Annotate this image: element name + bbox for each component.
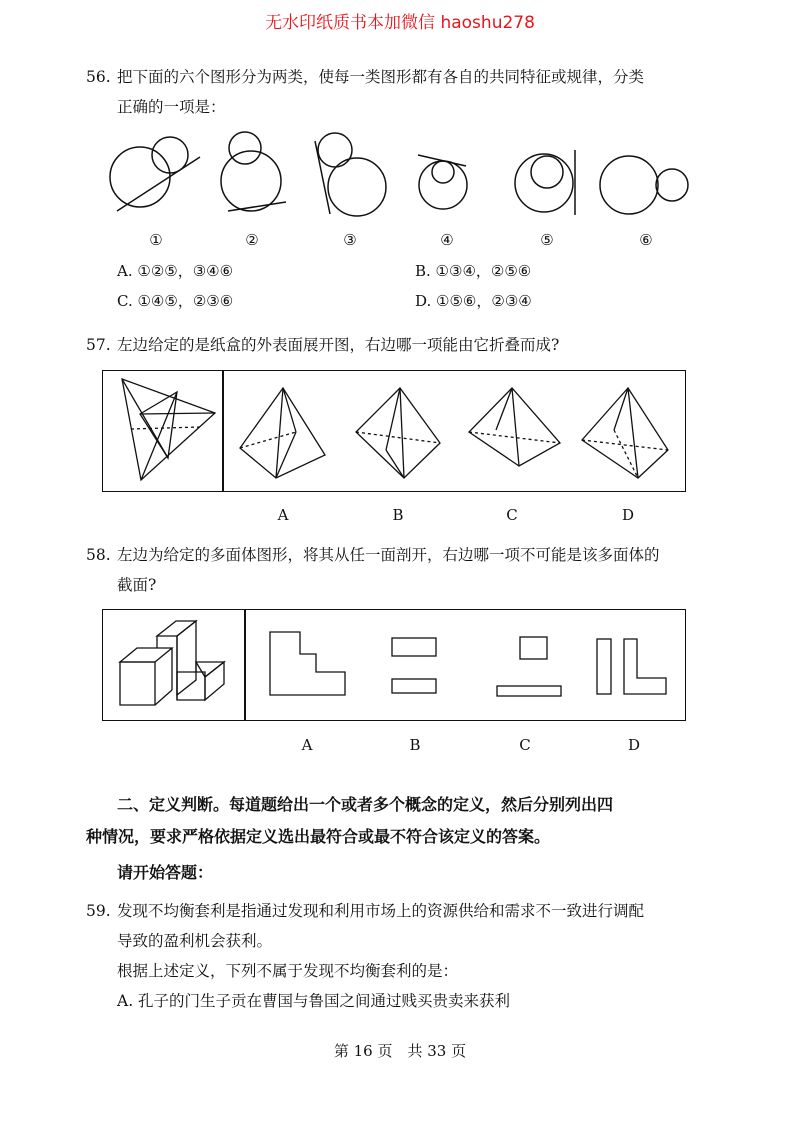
q59-option-a: A. 孔子的门生子贡在曹国与鲁国之间通过贱买贵卖来获利	[117, 992, 511, 1010]
q59-prompt: 根据上述定义，下列不属于发现不均衡套利的是：	[117, 962, 459, 980]
q58-number: 58.	[86, 546, 111, 564]
q56-option-c: C. ①④⑤，②③⑥	[117, 292, 234, 310]
q58-option-d-drawing	[597, 639, 666, 694]
q57-number: 57.	[86, 336, 111, 354]
q56-number: 56.	[86, 68, 111, 86]
section2-start: 请开始答题：	[117, 863, 214, 882]
q58-polyhedron	[120, 621, 224, 705]
q58-label-b: B	[409, 736, 421, 754]
q57-label-c: C	[506, 506, 518, 524]
q56-figure-label-5: ⑤	[540, 231, 554, 249]
q56-figure-label-2: ②	[245, 231, 259, 249]
q56-text-line1: 把下面的六个图形分为两类，使每一类图形都有各自的共同特征或规律，分类	[117, 68, 645, 86]
q59-text-line2: 导致的盈利机会获利。	[117, 932, 273, 950]
q58-label-a: A	[301, 736, 313, 754]
q58-option-c-drawing	[497, 637, 561, 696]
q56-text-line2: 正确的一项是：	[117, 98, 226, 116]
q57-label-a: A	[277, 506, 289, 524]
q58-text-line2: 截面?	[117, 576, 157, 594]
section2-line2: 种情况，要求严格依据定义选出最符合或最不符合该定义的答案。	[86, 827, 551, 846]
q56-figure-label-4: ④	[440, 231, 454, 249]
q56-option-b: B. ①③④，②⑤⑥	[415, 262, 532, 280]
section2-line1: 二、定义判断。每道题给出一个或者多个概念的定义，然后分别列出四	[117, 795, 614, 814]
q59-text-line1: 发现不均衡套利是指通过发现和利用市场上的资源供给和需求不一致进行调配	[117, 902, 645, 920]
q56-option-a: A. ①②⑤，③④⑥	[117, 262, 234, 280]
q58-text-line1: 左边为给定的多面体图形，将其从任一面剖开，右边哪一项不可能是该多面体的	[117, 546, 660, 564]
q58-label-d: D	[627, 736, 641, 754]
watermark-text: 无水印纸质书本加微信 haoshu278	[265, 13, 535, 33]
page-footer: 第 16 页 共 33 页	[333, 1042, 467, 1060]
q56-option-d: D. ①⑤⑥，②③④	[415, 292, 532, 310]
q59-number: 59.	[86, 902, 111, 920]
q56-figure-label-6: ⑥	[639, 231, 653, 249]
q56-figure-label-1: ①	[149, 231, 163, 249]
q57-text: 左边给定的是纸盒的外表面展开图，右边哪一项能由它折叠而成?	[117, 336, 560, 354]
q57-label-d: D	[621, 506, 635, 524]
q58-option-b-drawing	[392, 638, 436, 693]
q56-figure-label-3: ③	[343, 231, 357, 249]
q58-label-c: C	[519, 736, 531, 754]
q57-label-b: B	[392, 506, 404, 524]
q58-option-a-drawing	[270, 632, 345, 695]
